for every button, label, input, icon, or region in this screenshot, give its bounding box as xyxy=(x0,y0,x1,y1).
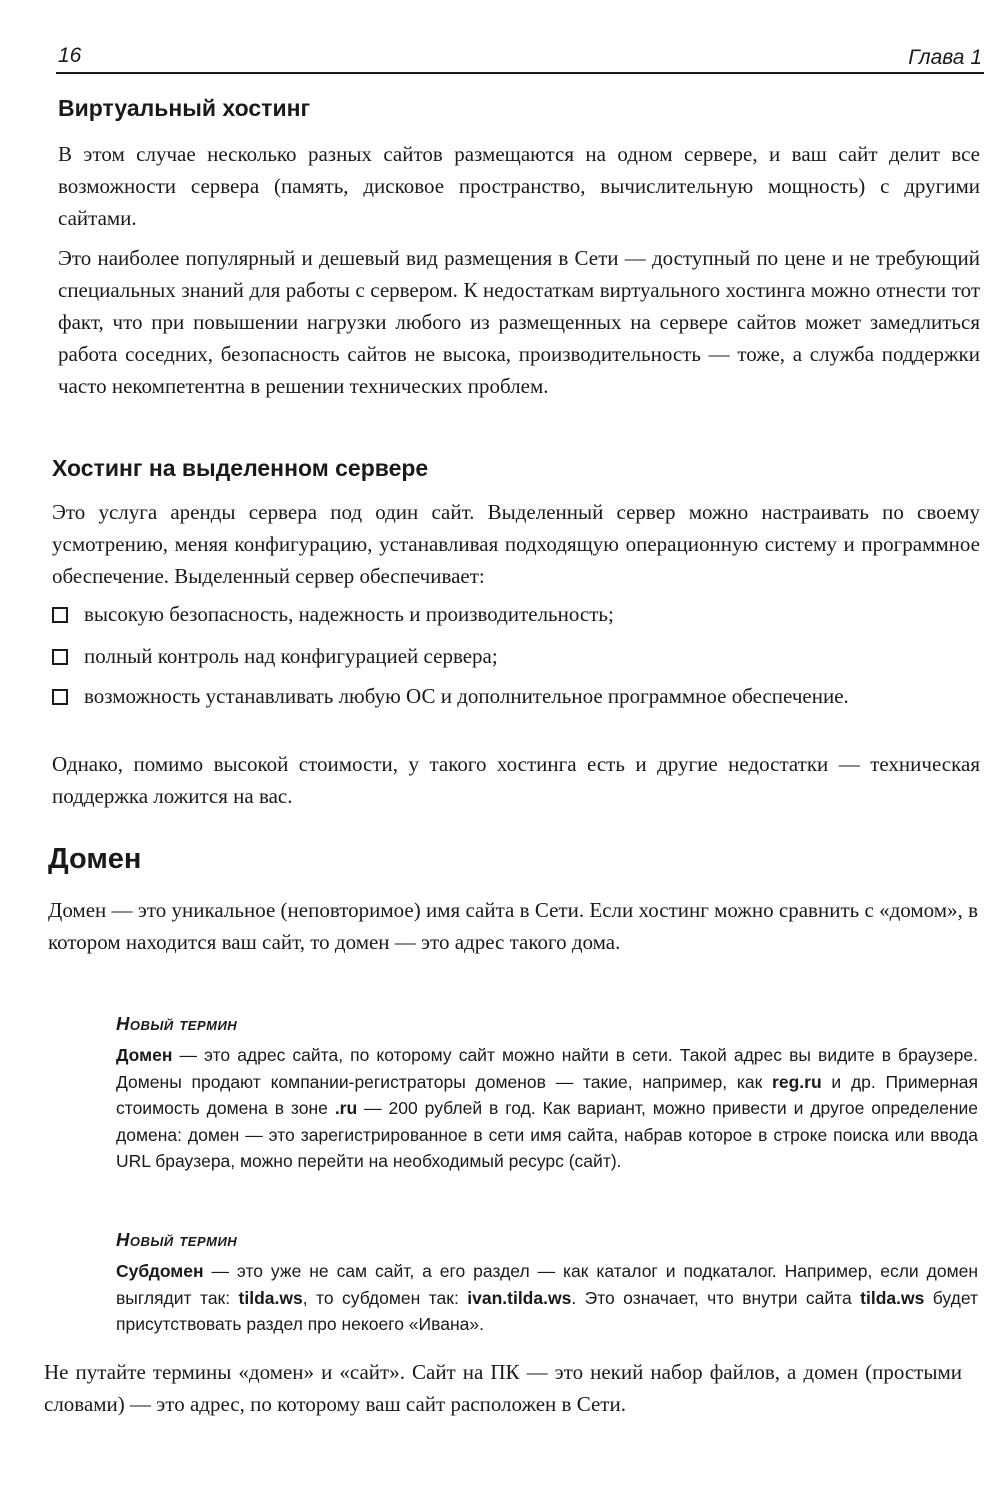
term-text: . Это означает, что внутри сайта xyxy=(571,1287,861,1308)
bullet-item xyxy=(52,640,980,672)
term-text: — это адрес сайта, по которому сайт можно найти в сети. Такой адрес вы видите в браузере. Домены продают компании-регистраторы доменов — такие, например, как xyxy=(116,1045,978,1092)
bullet-text: высокую безопасность, надежность и производительность; xyxy=(84,602,614,626)
running-header xyxy=(56,42,984,74)
virtual-hosting-heading: Виртуальный хостинг xyxy=(58,95,311,121)
term-text: — 200 рублей в год. Как вариант, можно привести и другое определение домена: домен — это зарегистрированное в сети имя сайта, набрав которое в строке поиска или ввода URL браузера, можно перейти на необходимый ресурс (сайт). xyxy=(116,1098,978,1171)
bold-subdomain-text: ivan.tilda.ws xyxy=(467,1287,572,1308)
checkbox-bullet-icon xyxy=(52,649,68,665)
new-term-title: Новый термин xyxy=(116,1229,238,1250)
term-text: будет присутствовать раздел про некоего «Ивана». xyxy=(116,1287,978,1334)
term-text: — это уже не сам сайт, а его раздел — как каталог и подкаталог. Например, если домен выглядит так: xyxy=(116,1261,978,1308)
bullet-text: возможность устанавливать любую ОС и дополнительное программное обеспечение. xyxy=(84,684,849,708)
dedicated-hosting-intro: Это услуга аренды сервера под один сайт. Выделенный сервер можно настраивать по своему усмотрению, меняя конфигурацию, устанавливая подходящую операционную систему и программное обеспечение. Выделенный сервер обеспечивает: xyxy=(52,500,980,588)
virtual-hosting-paragraph-1: В этом случае несколько разных сайтов размещаются на одном сервере, и ваш сайт делит все возможности сервера (память, дисковое пространство, вычислительную мощность) с другими сайтами. xyxy=(58,142,980,230)
domain-paragraph: Домен — это уникальное (неповторимое) имя сайта в Сети. Если хостинг можно сравнить с «домом», в котором находится ваш сайт, то домен — это адрес такого дома. xyxy=(48,898,978,954)
bold-domain-text: tilda.ws xyxy=(238,1287,303,1308)
virtual-hosting-paragraph-2: Это наиболее популярный и дешевый вид размещения в Сети — доступный по цене и не требующий специальных знаний для работы с сервером. К недостаткам виртуального хостинга можно отнести тот факт, что при повышении нагрузки любого из размещенных на сервере сайтов может замедлиться работа соседних, безопасность сайтов не высока, производительность — тоже, а служба поддержки часто некомпетентна в решении технических проблем. xyxy=(58,246,980,398)
new-term-body xyxy=(116,1258,978,1338)
new-term-title: Новый термин xyxy=(116,1013,238,1034)
bold-zone-text: .ru xyxy=(334,1098,358,1118)
bullet-item xyxy=(52,680,980,712)
term-word: Субдомен xyxy=(116,1261,204,1281)
dedicated-hosting-outro: Однако, помимо высокой стоимости, у такого хостинга есть и другие недостатки — техническая поддержка ложится на вас. xyxy=(52,752,980,808)
domain-heading: Домен xyxy=(48,843,142,875)
term-text: и др. Примерная стоимость домена в зоне xyxy=(116,1071,978,1118)
bold-link-text: reg.ru xyxy=(772,1071,822,1092)
chapter-label: Глава 1 xyxy=(908,46,982,69)
term-text: , то субдомен так: xyxy=(302,1287,468,1308)
bullet-item xyxy=(52,598,980,630)
dedicated-hosting-heading: Хостинг на выделенном сервере xyxy=(52,455,429,481)
bullet-text: полный контроль над конфигурацией сервера; xyxy=(84,644,498,668)
checkbox-bullet-icon xyxy=(52,689,68,705)
page-number: 16 xyxy=(58,44,82,67)
term-word: Домен xyxy=(116,1045,173,1065)
new-term-box-domain xyxy=(116,1013,978,1175)
bold-domain-text: tilda.ws xyxy=(860,1287,925,1308)
checkbox-bullet-icon xyxy=(52,607,68,623)
new-term-body xyxy=(116,1042,978,1175)
domain-closing-paragraph: Не путайте термины «домен» и «сайт». Сайт на ПК — это некий набор файлов, а домен (простыми словами) — это адрес, по которому ваш сайт расположен в Сети. xyxy=(44,1360,962,1416)
new-term-box-subdomain xyxy=(116,1229,978,1338)
